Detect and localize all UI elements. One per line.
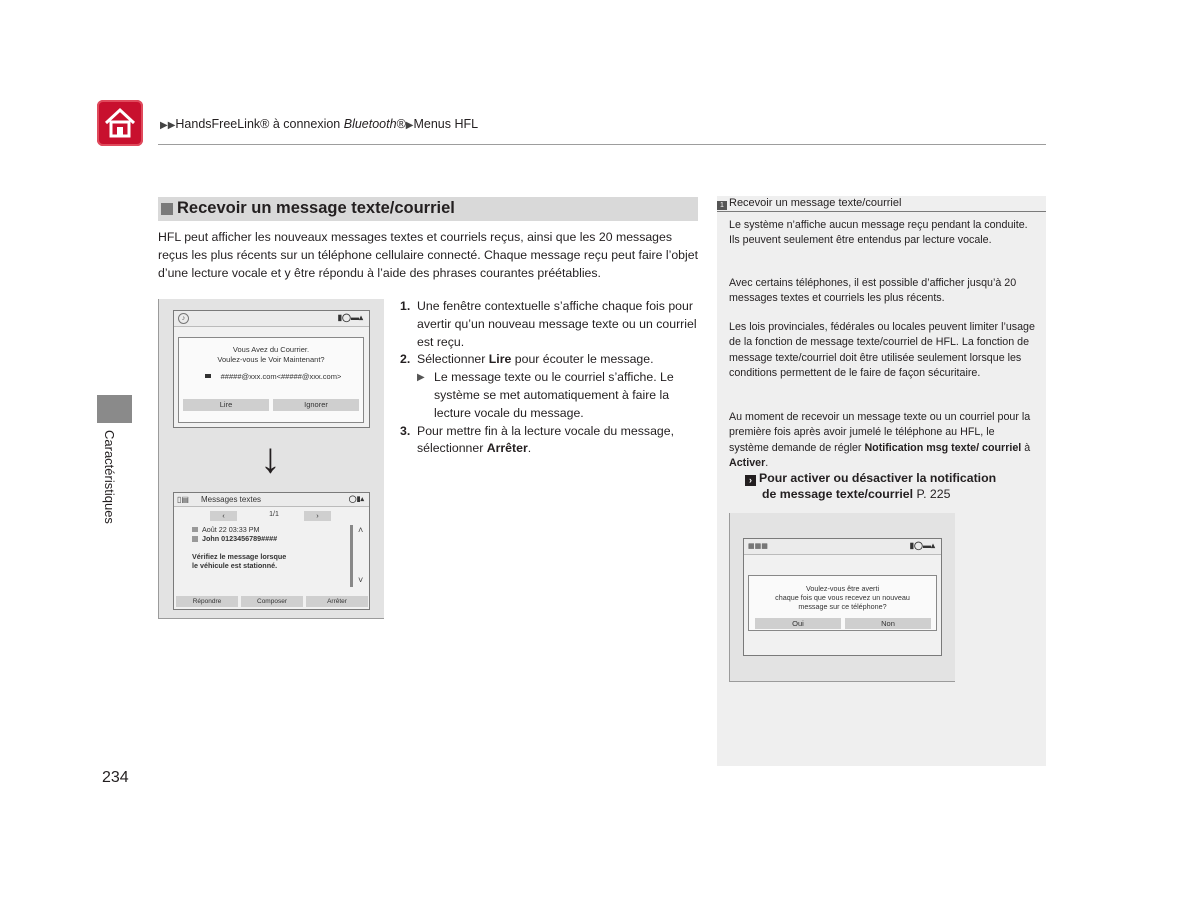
prev-button[interactable]: ‹ [210,511,237,521]
phone-icon: ▯▤ [177,495,189,504]
notification-screen [743,538,942,656]
message-body-1: Vérifiez le message lorsque [192,552,287,561]
status-bar [174,311,369,327]
notification-screenshot [729,513,955,682]
page-number: 234 [102,769,129,786]
section-square-icon [161,203,173,215]
breadcrumb-arrow-icon: ▶ [405,120,414,131]
house-icon [102,105,138,141]
dialog-line-2: chaque fois que vous recevez un nouveau [775,593,910,602]
next-button[interactable]: › [304,511,331,521]
yes-button[interactable]: Oui [755,618,841,629]
messages-header [174,493,369,507]
header-divider [158,144,1046,145]
message-body-2: le véhicule est stationné. [192,561,278,570]
note-paragraph-1: Le système n’affiche aucun message reçu pendant la conduite. Ils peuvent seulement être entendus par lecture vocale. [729,219,1028,247]
compose-button[interactable]: Composer [241,596,303,607]
scroll-down-icon[interactable]: ˅ [358,575,364,585]
signal-icon: ◯▮▴ [348,496,364,503]
mail-icon [192,527,198,532]
chapter-tab[interactable] [97,395,132,423]
note-paragraph-4: Au moment de recevoir un message texte ou un courriel pour la première fois après avoir jumelé le téléphone au HFL, le système demande de régler Notification msg texte/ courriel à Activer. [729,411,1031,469]
scroll-up-icon[interactable]: ˄ [358,525,364,535]
step-3: 3. Pour mettre fin à la lecture vocale du message, sélectionner Arrêter. [400,423,674,456]
breadcrumb-current: Menus HFL [413,117,479,131]
voice-icon: ♪ [178,313,189,324]
note-header: 1 Recevoir un message texte/courriel [717,196,1046,212]
home-icon[interactable] [97,100,143,146]
stop-button[interactable]: Arrêter [306,596,368,607]
cross-reference-link[interactable]: › Pour activer ou désactiver la notification de message texte/courriel P. 225 [745,470,1035,502]
scrollbar[interactable] [350,525,353,587]
notification-dialog [748,575,937,631]
section-title: Recevoir un message texte/courriel [177,199,455,217]
reference-arrow-icon: › [745,475,756,486]
intro-paragraph: HFL peut afficher les nouveaux messages textes et courriels reçus, ainsi que les 20 messages reçus les plus récents sur un téléphone cellulaire connecté. Chaque message reçu peut faire l’objet d’une lecture vocale et y être répondu à l’aide des phrases courantes préétablies. [158,230,699,280]
dialog-line-3: message sur ce téléphone? [798,602,887,611]
step-2-result: ▶ Le message texte ou le courriel s’affiche. Le système se met automatiquement à faire la lecture vocale du message. [417,370,674,420]
reply-button[interactable]: Répondre [176,596,238,607]
new-mail-dialog [178,337,364,423]
message-date: Août 22 03:33 PM [202,525,260,534]
chapter-label: Caractéristiques [102,430,117,524]
breadcrumb-link-hfl[interactable]: HandsFreeLink® à connexion Bluetooth® [175,117,406,131]
down-arrow-icon: ↓ [260,434,281,481]
dialog-line-1: Vous Avez du Courrier. [232,345,310,354]
messages-title: Messages textes [201,495,262,504]
pager: 1/1 [269,511,279,518]
signal-icon: ▮◯▬▴ [909,541,935,550]
signal-icon: ▮◯▬▴ [337,313,363,322]
breadcrumb-arrow-icon: ▶▶ [160,120,176,131]
step-2: 2. Sélectionner Lire pour écouter le message. [400,352,654,367]
step-1: 1. Une fenêtre contextuelle s’affiche chaque fois pour avertir qu’un nouveau message texte ou un courriel est reçu. [400,299,697,349]
dialog-line-1: Voulez-vous être averti [805,584,880,593]
dialog-line-2: Voulez-vous le Voir Maintenant? [217,355,325,364]
messages-screen [173,492,370,610]
no-button[interactable]: Non [845,618,931,629]
breadcrumb [160,117,478,131]
result-arrow-icon: ▶ [417,372,425,384]
note-paragraph-2: Avec certains téléphones, il est possible d’afficher jusqu’à 20 messages textes et courriels les plus récents. [729,277,1017,305]
message-sender: John 0123456789#### [202,534,278,543]
menu-grid-icon: ▦▦▦ [748,543,768,550]
section-header [158,197,698,221]
status-bar [744,539,941,555]
new-mail-screen [173,310,370,428]
dialog-address: #####@xxx.com<#####@xxx.com> [220,372,342,381]
steps-list [400,298,700,458]
ignore-button[interactable]: Ignorer [273,399,359,411]
read-button[interactable]: Lire [183,399,269,411]
note-paragraph-3: Les lois provinciales, fédérales ou locales peuvent limiter l’usage de la fonction de message texte/courriel de HFL. La fonction de message texte/courriel doit être utilisée seulement lorsque les conditions permettent de le faire de façon sécuritaire. [729,321,1035,379]
note-marker-icon: 1 [717,201,727,210]
contact-icon [192,536,198,542]
